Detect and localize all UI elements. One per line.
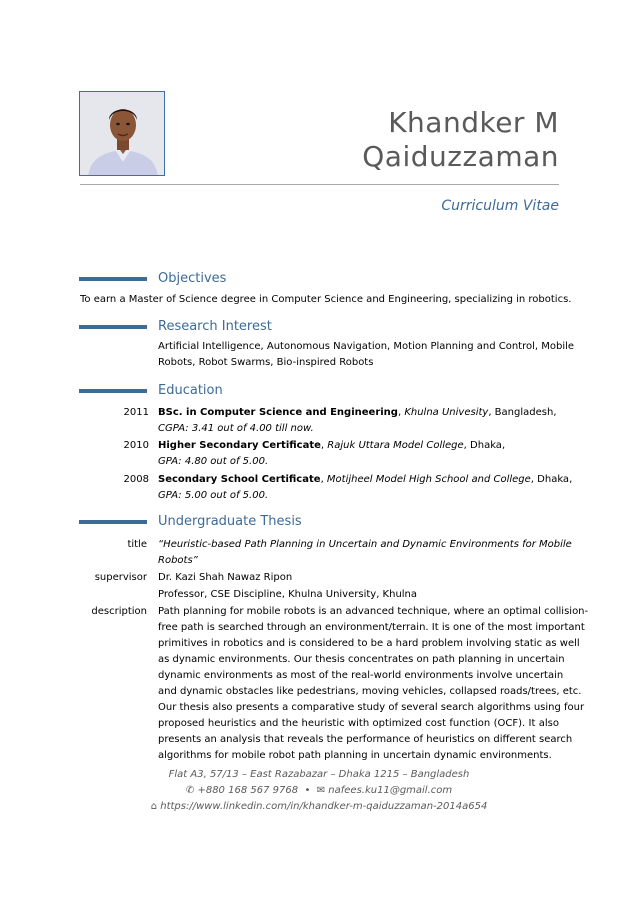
thesis-title-label: title — [127, 539, 147, 550]
education-entry: BSc. in Computer Science and Engineering, Khulna Univesity, Bangladesh, — [158, 407, 557, 418]
section-title-thesis: Undergraduate Thesis — [158, 514, 302, 529]
name-first-line: Khandker M — [388, 106, 559, 139]
location: , Dhaka, — [530, 474, 573, 485]
section-bar-research — [79, 325, 147, 329]
description-line: free path is searched through an environment/terrain. It is one of the most important — [158, 622, 585, 633]
institution: Motijheel Model High School and College — [326, 474, 531, 485]
degree: Secondary School Certificate — [158, 474, 321, 485]
footer-address: Flat A3, 57/13 – East Razabazar – Dhaka 1215 – Bangladesh — [168, 769, 470, 780]
footer-linkedin-row — [0, 799, 638, 815]
description-line: and dynamic obstacles like pedestrians, moving vehicles, collapsed roads/trees, etc. — [158, 686, 582, 697]
thesis-title-line-1: “Heuristic-based Path Planning in Uncertain and Dynamic Environments for Mobile — [158, 539, 572, 550]
section-title-objectives: Objectives — [158, 271, 227, 286]
separator-dot: • — [304, 785, 311, 796]
education-grade: CGPA: 3.41 out of 4.00 till now. — [158, 423, 314, 434]
education-grade: GPA: 4.80 out of 5.00. — [158, 456, 269, 467]
profile-photo-image — [80, 92, 165, 176]
description-line: Path planning for mobile robots is an advanced technique, where an optimal collision- — [158, 606, 589, 617]
description-label: description — [91, 606, 147, 617]
education-entry: Secondary School Certificate, Motijheel Model High School and College, Dhaka, — [158, 474, 573, 485]
header-divider — [80, 184, 559, 185]
research-line-1: Artificial Intelligence, Autonomous Navigation, Motion Planning and Control, Mobile — [158, 341, 575, 352]
thesis-title-line-2: Robots” — [158, 555, 198, 566]
institution: Khulna Univesity — [404, 407, 489, 418]
education-year: 2010 — [123, 440, 149, 451]
description-line: dynamic environments as most of the real-world environments involve uncertain — [158, 670, 564, 681]
location: , Bangladesh, — [488, 407, 557, 418]
phone-icon: ✆ — [185, 785, 195, 796]
location: , Dhaka, — [463, 440, 506, 451]
institution: Rajuk Uttara Model College — [327, 440, 464, 451]
name-second-line: Qaiduzzaman — [362, 140, 559, 173]
section-title-education: Education — [158, 383, 223, 398]
footer-phone[interactable]: +880 168 567 9768 — [197, 785, 299, 796]
thesis-description — [158, 604, 589, 764]
description-line: proposed heuristics and the heuristic with optimized cost function (OCF). It also — [158, 718, 559, 729]
email-icon: ✉ — [316, 785, 326, 796]
section-bar-thesis — [79, 520, 147, 524]
home-icon: ⌂ — [150, 801, 158, 812]
footer-linkedin[interactable]: https://www.linkedin.com/in/khandker-m-qaiduzzaman-2014a654 — [160, 801, 488, 812]
document-subtitle: Curriculum Vitae — [441, 198, 559, 214]
footer-contact — [0, 783, 638, 799]
education-year: 2008 — [123, 474, 149, 485]
supervisor-affiliation: Professor, CSE Discipline, Khulna University, Khulna — [158, 589, 418, 600]
objectives-text: To earn a Master of Science degree in Computer Science and Engineering, specializing in robotics. — [80, 294, 572, 305]
education-grade: GPA: 5.00 out of 5.00. — [158, 490, 269, 501]
section-title-research: Research Interest — [158, 319, 272, 334]
section-bar-objectives — [79, 277, 147, 281]
description-line: algorithms for mobile robot path planning in uncertain dynamic environments. — [158, 750, 552, 761]
description-line: Our thesis also presents a comparative study of several search algorithms using four — [158, 702, 585, 713]
degree: Higher Secondary Certificate — [158, 440, 321, 451]
research-line-2: Robots, Robot Swarms, Bio-inspired Robots — [158, 357, 374, 368]
footer-email[interactable]: nafees.ku11@gmail.com — [328, 785, 453, 796]
supervisor-label: supervisor — [94, 572, 147, 583]
supervisor-name: Dr. Kazi Shah Nawaz Ripon — [158, 572, 293, 583]
education-year: 2011 — [123, 407, 149, 418]
profile-photo — [79, 91, 165, 176]
description-line: as dynamic environments. Our thesis concentrates on path planning in uncertain — [158, 654, 565, 665]
education-entry: Higher Secondary Certificate, Rajuk Uttara Model College, Dhaka, — [158, 440, 506, 451]
description-line: presents an analysis that reveals the performance of heuristics on different search — [158, 734, 573, 745]
section-bar-education — [79, 389, 147, 393]
degree: BSc. in Computer Science and Engineering — [158, 407, 398, 418]
description-line: primitives in robotics and is considered to be a hard problem involving static as well — [158, 638, 580, 649]
